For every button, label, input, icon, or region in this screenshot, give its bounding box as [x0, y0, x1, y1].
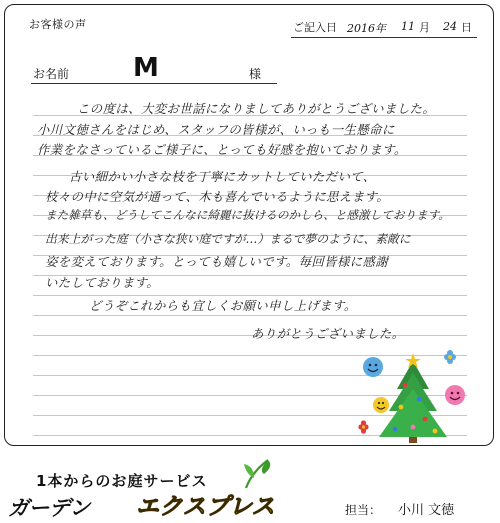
staff-name: 小川 文徳	[398, 503, 455, 518]
message-line: 作業をなさっているご様子に、とっても好感を抱いております。	[37, 142, 407, 157]
message-line: ありがとうございました。	[251, 326, 405, 341]
flower-icon	[358, 420, 368, 433]
message-line: 枝々の中に空気が通って、木も喜んでいるように思えます。	[45, 189, 390, 204]
message-line: 古い細かい小さな枝を丁寧にカットしていただいて、	[69, 169, 376, 184]
message-line: どうぞこれからも宜しくお願い申し上げます。	[89, 298, 357, 313]
message-line: 姿を変えております。とっても嬉しいです。毎回皆様に感謝	[45, 254, 389, 269]
company-tagline: 1本からのお庭サービス	[36, 472, 208, 490]
date-label: ご記入日	[293, 21, 337, 34]
date-day: 24	[443, 20, 457, 33]
message-line: この度は、大変お世話になりましてありがとうございました。	[77, 101, 436, 116]
christmas-tree-icon	[379, 353, 447, 443]
leaf-logo-icon	[238, 452, 278, 492]
card-title: お客様の声	[29, 18, 87, 31]
smiley-yellow-icon	[373, 397, 389, 413]
customer-name-field	[31, 53, 277, 84]
customer-name-value: M	[133, 53, 159, 83]
message-line: 出来上がった庭（小さな狭い庭ですが…）まるで夢のように、素敵に	[45, 232, 411, 246]
company-logo-text: ガーデン	[8, 496, 90, 520]
date-day-unit: 日	[461, 21, 472, 34]
message-line: 小川文徳さんをはじめ、スタッフの皆様が、いっも一生懸命に	[37, 122, 395, 137]
date-field	[291, 19, 477, 38]
smiley-pink-icon	[445, 385, 465, 405]
message-line: いたしております。	[45, 275, 160, 290]
company-footer	[0, 448, 500, 523]
christmas-tree-sticker	[355, 345, 475, 445]
customer-name-suffix: 様	[249, 67, 262, 81]
date-year: 2016年	[347, 22, 386, 35]
company-logo-accent: エクスプレス	[136, 494, 276, 520]
flower-icon	[444, 350, 456, 364]
ruled-line	[33, 315, 467, 316]
date-month-unit: 月	[419, 21, 430, 34]
date-month: 11	[401, 20, 415, 33]
staff-label: 担当：	[345, 503, 382, 517]
customer-name-label: お名前	[33, 67, 70, 81]
message-line: また雑草も、どうしてこんなに綺麗に抜けるのかしら、と感激しております。	[45, 208, 450, 222]
smiley-blue-icon	[363, 357, 383, 377]
